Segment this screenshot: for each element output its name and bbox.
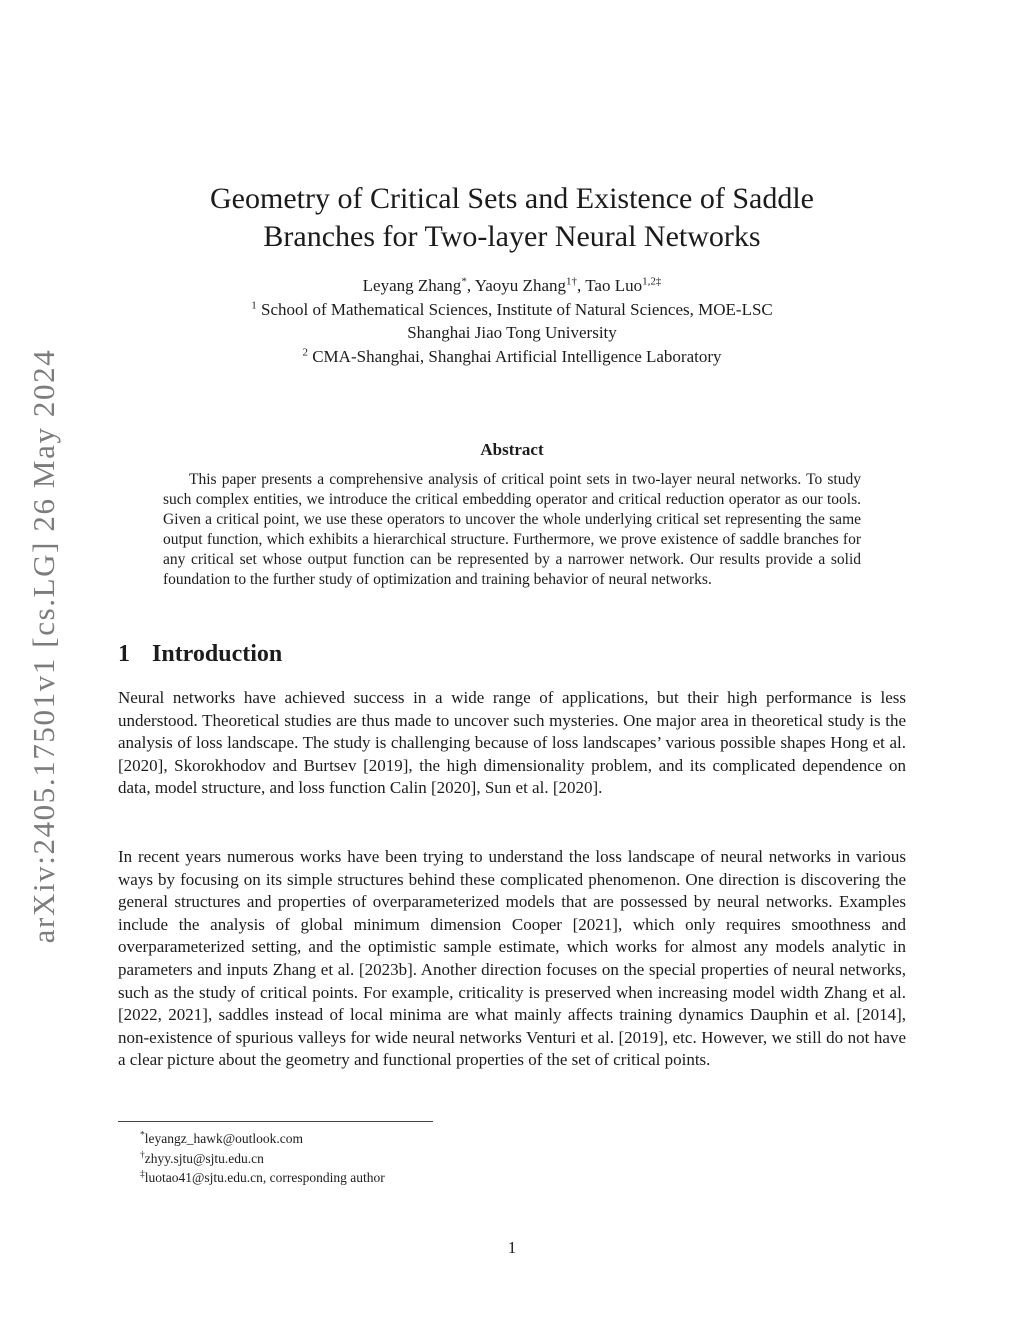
footnote-rule xyxy=(118,1121,433,1122)
affiliation-mark: 2 xyxy=(302,345,308,358)
affiliation-line xyxy=(0,321,1024,345)
author-name: Yaoyu Zhang xyxy=(474,276,566,295)
page-number: 1 xyxy=(507,1238,517,1257)
author-line: Leyang Zhang*, Yaoyu Zhang$^{1\dagger}$, Tao Luo$^{1,2\ddagger}$ xyxy=(362,275,662,295)
author-mark: 1,2‡ xyxy=(642,275,662,288)
footnote-text: leyangz_hawk@outlook.com xyxy=(144,1131,304,1146)
author-mark: * xyxy=(461,275,467,288)
author-mark: 1† xyxy=(566,275,577,288)
affiliation-mark: 1 xyxy=(251,298,257,311)
footnote-text: luotao41@sjtu.edu.cn, corresponding author xyxy=(144,1170,385,1185)
footnote-marker: * xyxy=(140,1130,145,1141)
affiliation-line xyxy=(0,345,1024,369)
authors-block xyxy=(0,274,1024,368)
footnote-marker: ‡ xyxy=(140,1169,145,1180)
section-number: 1 xyxy=(118,641,130,667)
affiliation-text: CMA-Shanghai, Shanghai Artificial Intelligence Laboratory xyxy=(307,346,722,366)
affiliation-line xyxy=(0,298,1024,322)
footnote-marker: † xyxy=(140,1150,145,1160)
abstract-text: This paper presents a comprehensive analysis of critical point sets in two-layer neural networks. To study such complex entities, we introduce the critical embedding operator and critical reduction operator as our tools. Given a critical point, we use these operators to uncover the whole underlying critical set representing the same output function, which exhibits a hierarchical structure. Furthermore, we prove existence of saddle branches for any critical set whose output function can be represented by a narrower network. Our results provide a solid foundation to the further study of optimization and training behavior of neural networks. xyxy=(163,471,861,588)
title-line-1: Geometry of Critical Sets and Existence of Saddle xyxy=(210,182,814,215)
abstract-heading: Abstract xyxy=(480,440,544,459)
arxiv-watermark: arXiv:2405.17501v1 [cs.LG] 26 May 2024 xyxy=(26,348,61,944)
affiliation-text: Shanghai Jiao Tong University xyxy=(407,323,617,342)
title-line-2: Branches for Two-layer Neural Networks xyxy=(263,220,761,253)
footnote-text: zhyy.sjtu@sjtu.edu.cn xyxy=(144,1150,264,1166)
affiliation-text: School of Mathematical Sciences, Institute of Natural Sciences, MOE-LSC xyxy=(256,299,773,319)
section-heading-introduction xyxy=(118,641,906,668)
paper-title xyxy=(0,180,1024,256)
footnote xyxy=(118,1149,906,1169)
section-title: Introduction xyxy=(152,641,283,667)
footnotes-block xyxy=(118,1121,906,1188)
author-name: Leyang Zhang xyxy=(362,276,462,295)
intro-paragraph-2: In recent years numerous works have been trying to understand the loss landscape of neural networks in various ways by focusing on its simple structures behind these complicated phenomenon. One direction is discovering the general structures and properties of overparameterized models that are possessed by neural networks. Examples include the analysis of global minimum dimension Cooper [2021], which only requires smoothness and overparameterized setting, and the optimistic sample estimate, which works for almost any models analytic in parameters and inputs Zhang et al. [2023b]. Another direction focuses on the special properties of neural networks, such as the study of critical points. For example, criticality is preserved when increasing model width Zhang et al. [2022, 2021], saddles instead of local minima are what mainly affects training dynamics Dauphin et al. [2014], non-existence of spurious valleys for wide neural networks Venturi et al. [2019], etc. However, we still do not have a clear picture about the geometry and functional properties of the set of critical points. xyxy=(118,847,906,1070)
footnote xyxy=(118,1129,906,1149)
intro-paragraph-1: Neural networks have achieved success in a wide range of applications, but their high performance is less understood. Theoretical studies are thus made to uncover such mysteries. One major area in theoretical study is the analysis of loss landscape. The study is challenging because of loss landscapes’ various possible shapes Hong et al. [2020], Skorokhodov and Burtsev [2019], the high dimensionality problem, and its complicated dependence on data, model structure, and loss function Calin [2020], Sun et al. [2020]. xyxy=(118,688,906,798)
footnote xyxy=(118,1168,906,1188)
author-name: Tao Luo xyxy=(585,276,643,295)
